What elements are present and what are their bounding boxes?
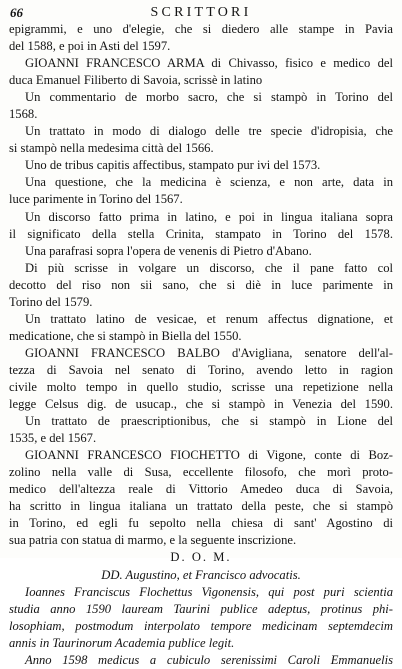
text-line: GIOANNI FRANCESCO FIOCHETTO di Vigone, conte di Boz-	[25, 448, 393, 463]
body-text	[9, 21, 393, 669]
text-line: il significato della stella Crinita, stampato in Torino del 1578.	[9, 226, 393, 241]
text-line: Un trattato in modo di dialogo delle tre specie d'idropisia, che	[25, 124, 393, 139]
text-line: si stampò nella medesima città del 1566.	[9, 141, 214, 156]
text-line: Un trattato latino de vesicae, et renum affectus dignatione, et	[25, 311, 393, 326]
text-line: Torino del 1579.	[9, 294, 93, 309]
text-line: Anno 1598 medicus a cubiculo serenissimi Caroli Emmanuelis	[25, 652, 393, 667]
text-line: Una parafrasi sopra l'opera de venenis di Pietro d'Abano.	[25, 243, 312, 258]
text-line: 1568.	[9, 107, 38, 122]
running-head: SCRITTORI	[150, 5, 252, 20]
text-line: Ioannes Franciscus Flochettus Vigonensis, qui post puri scientia	[25, 584, 393, 599]
text-line: annis in Taurinorum Academia publice legit.	[9, 635, 235, 650]
text-line: Una questione, che la medicina è scienza, e non arte, data in	[25, 175, 393, 190]
text-line: Un trattato de praescriptionibus, che si stampò in Lione del	[25, 414, 393, 429]
text-line: zolino nella valle di Susa, eccellente filosofo, che morì proto-	[9, 465, 393, 480]
text-line: Uno de tribus capitis affectibus, stampato pur ivi del 1573.	[25, 158, 321, 173]
text-line: in Torino, ed egli fu sepolto nella chiesa di sant' Agostino di	[9, 516, 393, 531]
text-line: D. O. M.	[170, 550, 232, 565]
text-line: epigrammi, e uno d'elegie, che si diedero alle stampe in Pavia	[9, 22, 393, 36]
text-line: civile molto tempo in quello studio, scrisse una repetizione nella	[9, 379, 393, 394]
text-line: 1535, e del 1567.	[9, 431, 97, 446]
text-line: losophiam, postmodum interpolato tempore medicinam septemdecim	[9, 618, 393, 633]
text-line: medicatione, che si stampò in Biella del 1550.	[9, 328, 242, 343]
text-line: medico dell'altezza reale di Vittorio Amedeo duca di Savoia,	[9, 482, 393, 497]
text-line: decotto del riso non sii sano, che si diè in luce parimente in	[9, 277, 393, 292]
page-number: 66	[10, 5, 23, 20]
text-line: Un commentario de morbo sacro, che si stampò in Torino del	[25, 90, 393, 105]
text-line: duca Emanuel Filiberto di Savoia, scrissè in latino	[9, 73, 263, 88]
text-line: studia anno 1590 lauream Taurini publice adeptus, protinus phi-	[9, 601, 393, 616]
text-line: GIOANNI FRANCESCO BALBO d'Avigliana, senatore dell'al-	[25, 345, 393, 360]
text-line: GIOANNI FRANCESCO ARMA di Chivasso, fisico e medico del	[25, 56, 393, 71]
text-line: luce parimente in Torino del 1567.	[9, 192, 183, 207]
text-line: legge Celsus dig. de usucap., che si stampò in Venezia del 1590.	[9, 397, 393, 412]
text-line: ha scritto in lingua italiana un trattato della peste, che si stampò	[9, 499, 393, 514]
text-line: del 1588, e poi in Asti del 1597.	[9, 39, 171, 54]
text-line: Un discorso fatto prima in latino, e poi in lingua italiana sopra	[25, 209, 393, 224]
text-line: DD. Augustino, et Francisco advocatis.	[101, 567, 301, 582]
text-line: Di più scrisse in volgare un discorso, che il pane fatto col	[25, 260, 393, 275]
text-line: sua patria con statua di marmo, e la seguente inscrizione.	[9, 533, 297, 548]
page-header	[9, 4, 393, 21]
text-line: tezza di Savoia nel senato di Torino, avendo letto in ragion	[9, 362, 393, 377]
